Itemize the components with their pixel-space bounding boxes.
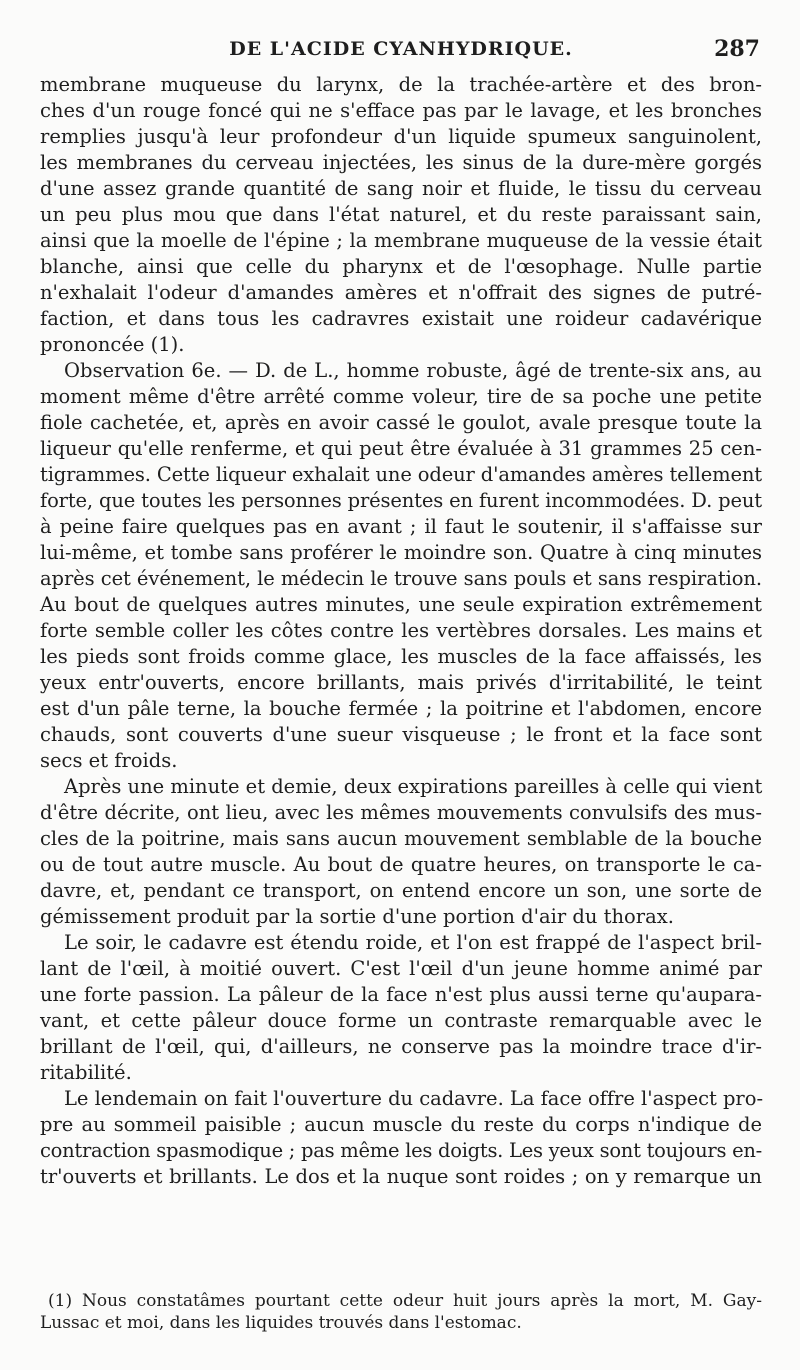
footnote-line: Lussac et moi, dans les liquides trouvés dans l'estomac. <box>40 1313 522 1333</box>
text-line: remplies jusqu'à leur profondeur d'un liquide spumeux sanguinolent, <box>40 125 762 148</box>
paragraph-start-line: Après une minute et demie, deux expirations pareilles à celle qui vient <box>64 775 763 798</box>
footnote <box>40 1290 762 1334</box>
text-line: fiole cachetée, et, après en avoir cassé le goulot, avale presque toute la <box>40 411 762 434</box>
text-line: lant de l'œil, à moitié ouvert. C'est l'œil d'un jeune homme animé par <box>40 957 762 980</box>
paragraph-start-line: Le soir, le cadavre est étendu roide, et l'on est frappé de l'aspect bril- <box>64 931 762 954</box>
text-line: moment même d'être arrêté comme voleur, tire de sa poche une petite <box>40 385 762 408</box>
text-line: prononcée (1). <box>40 333 185 356</box>
page-header <box>40 36 762 66</box>
text-line: les pieds sont froids comme glace, les muscles de la face affaissés, les <box>40 645 762 668</box>
text-line: d'une assez grande quantité de sang noir et fluide, le tissu du cerveau <box>40 177 762 200</box>
text-line: tr'ouverts et brillants. Le dos et la nuque sont roides ; on y remarque un <box>40 1165 762 1188</box>
text-line: vant, et cette pâleur douce forme un contraste remarquable avec le <box>40 1009 762 1032</box>
text-line: une forte passion. La pâleur de la face n'est plus aussi terne qu'aupara- <box>40 983 762 1006</box>
text-line: yeux entr'ouverts, encore brillants, mais privés d'irritabilité, le teint <box>40 671 762 694</box>
text-line: gémissement produit par la sortie d'une portion d'air du thorax. <box>40 905 674 928</box>
body-text <box>40 72 762 1190</box>
text-line: membrane muqueuse du larynx, de la trachée-artère et des bron- <box>40 73 762 96</box>
paragraph-start-line: Le lendemain on fait l'ouverture du cadavre. La face offre l'aspect pro- <box>64 1087 764 1110</box>
text-line: faction, et dans tous les cadravres existait une roideur cadavérique <box>40 307 762 330</box>
paragraph-start-line: Observation 6e. — D. de L., homme robuste, âgé de trente-six ans, au <box>64 359 762 382</box>
text-line: blanche, ainsi que celle du pharynx et de l'œsophage. Nulle partie <box>40 255 762 278</box>
running-title: DE L'ACIDE CYANHYDRIQUE. <box>229 38 573 60</box>
text-line: lui-même, et tombe sans proférer le moindre son. Quatre à cinq minutes <box>40 541 762 564</box>
footnote-line: (1) Nous constatâmes pourtant cette odeur huit jours après la mort, M. Gay- <box>48 1291 762 1311</box>
text-line: les membranes du cerveau injectées, les sinus de la dure-mère gorgés <box>40 151 762 174</box>
text-line: pre au sommeil paisible ; aucun muscle du reste du corps n'indique de <box>40 1113 762 1136</box>
text-line: secs et froids. <box>40 749 178 772</box>
text-line: un peu plus mou que dans l'état naturel, et du reste paraissant sain, <box>40 203 762 226</box>
text-line: davre, et, pendant ce transport, on entend encore un son, une sorte de <box>40 879 762 902</box>
text-line: ches d'un rouge foncé qui ne s'efface pas par le lavage, et les bronches <box>40 99 762 122</box>
text-line: ou de tout autre muscle. Au bout de quatre heures, on transporte le ca- <box>40 853 762 876</box>
text-line: après cet événement, le médecin le trouve sans pouls et sans respiration. <box>40 567 762 590</box>
text-line: chauds, sont couverts d'une sueur visqueuse ; le front et la face sont <box>40 723 762 746</box>
text-line: brillant de l'œil, qui, d'ailleurs, ne conserve pas la moindre trace d'ir- <box>40 1035 762 1058</box>
text-line: Au bout de quelques autres minutes, une seule expiration extrêmement <box>40 593 762 616</box>
text-line: liqueur qu'elle renferme, et qui peut être évaluée à 31 grammes 25 cen- <box>40 437 762 460</box>
text-line: forte, que toutes les personnes présentes en furent incommodées. D. peut <box>40 489 762 512</box>
text-line: n'exhalait l'odeur d'amandes amères et n'offrait des signes de putré- <box>40 281 762 304</box>
text-line: contraction spasmodique ; pas même les doigts. Les yeux sont toujours en- <box>40 1139 762 1162</box>
text-line: tigrammes. Cette liqueur exhalait une odeur d'amandes amères tellement <box>40 463 762 486</box>
text-line: cles de la poitrine, mais sans aucun mouvement semblable de la bouche <box>40 827 762 850</box>
text-line: d'être décrite, ont lieu, avec les mêmes mouvements convulsifs des mus- <box>40 801 762 824</box>
text-line: ainsi que la moelle de l'épine ; la membrane muqueuse de la vessie était <box>40 229 762 252</box>
text-line: à peine faire quelques pas en avant ; il faut le soutenir, il s'affaisse sur <box>40 515 762 538</box>
page-number: 287 <box>714 36 760 62</box>
text-line: ritabilité. <box>40 1061 132 1084</box>
text-line: est d'un pâle terne, la bouche fermée ; la poitrine et l'abdomen, encore <box>40 697 762 720</box>
text-line: forte semble coller les côtes contre les vertèbres dorsales. Les mains et <box>40 619 762 642</box>
